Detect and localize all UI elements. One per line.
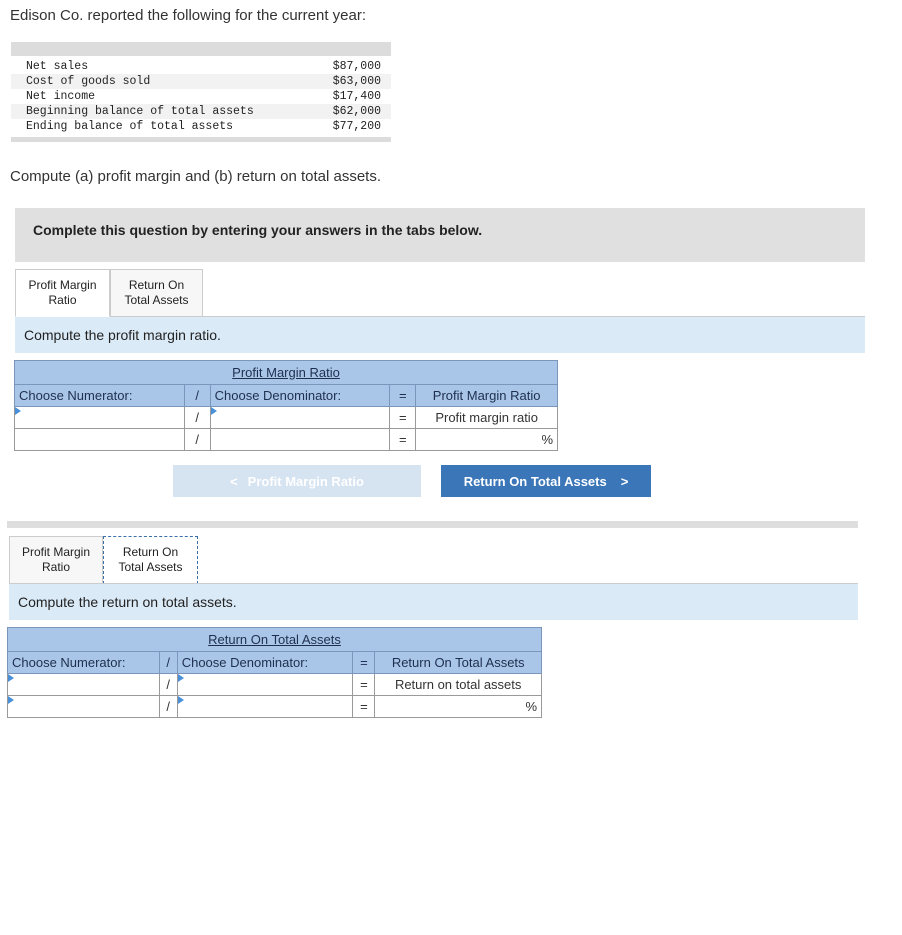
profit-margin-table bbox=[14, 360, 558, 451]
tab-label-line2: Total Assets bbox=[118, 560, 183, 574]
result-header: Return On Total Assets bbox=[375, 652, 542, 674]
result-input-cell[interactable] bbox=[375, 696, 542, 718]
equals-symbol: = bbox=[390, 407, 416, 429]
slash-symbol: / bbox=[184, 407, 210, 429]
dropdown-flag-icon bbox=[15, 407, 21, 415]
numerator-header: Choose Numerator: bbox=[15, 385, 185, 407]
data-label: Net income bbox=[26, 90, 96, 103]
tab-label-line1: Return On bbox=[122, 545, 179, 559]
data-row-beginning-assets bbox=[11, 104, 391, 119]
result-header: Profit Margin Ratio bbox=[416, 385, 558, 407]
tab-label-line1: Profit Margin bbox=[21, 545, 91, 559]
dropdown-flag-icon bbox=[211, 407, 217, 415]
denominator-input-1[interactable] bbox=[211, 408, 390, 428]
next-tab-button[interactable] bbox=[441, 465, 651, 497]
denominator-input-1[interactable] bbox=[178, 675, 353, 695]
numerator-input-1[interactable] bbox=[15, 408, 184, 428]
tab-bar-2 bbox=[9, 536, 198, 584]
data-value: $63,000 bbox=[332, 75, 381, 88]
numerator-select-1[interactable] bbox=[8, 674, 160, 696]
tab-label-line2: Total Assets bbox=[124, 293, 189, 307]
tab-profit-margin[interactable] bbox=[15, 269, 110, 317]
numerator-input-1[interactable] bbox=[8, 675, 159, 695]
equals-symbol: = bbox=[353, 696, 375, 718]
question-text: Compute (a) profit margin and (b) return on total assets. bbox=[10, 168, 382, 185]
chevron-right-icon: > bbox=[620, 473, 629, 489]
data-label: Net sales bbox=[26, 60, 89, 73]
dropdown-flag-icon bbox=[8, 696, 14, 704]
tab-label-line1: Return On bbox=[128, 278, 185, 292]
result-row-label: Return on total assets bbox=[375, 674, 542, 696]
tab-label-line1: Profit Margin bbox=[28, 278, 97, 292]
denominator-select-1[interactable] bbox=[177, 674, 353, 696]
prev-button-label: Profit Margin Ratio bbox=[247, 473, 364, 489]
tab-return-on-assets[interactable] bbox=[110, 269, 203, 317]
slash-symbol: / bbox=[184, 429, 210, 451]
slash-symbol: / bbox=[159, 652, 177, 674]
chevron-left-icon: < bbox=[230, 473, 238, 489]
data-label: Ending balance of total assets bbox=[26, 120, 234, 133]
data-value: $87,000 bbox=[332, 60, 381, 73]
financial-data-table bbox=[11, 42, 391, 142]
prompt-bar: Compute the return on total assets. bbox=[9, 584, 858, 620]
denominator-select-1[interactable] bbox=[210, 407, 390, 429]
equals-symbol: = bbox=[353, 674, 375, 696]
numerator-input-2[interactable] bbox=[15, 430, 184, 450]
tab-label-line2: Ratio bbox=[41, 560, 70, 574]
data-label: Beginning balance of total assets bbox=[26, 105, 254, 118]
tab-profit-margin[interactable] bbox=[9, 536, 103, 584]
data-row-ending-assets bbox=[11, 119, 391, 134]
tab-label bbox=[124, 278, 188, 308]
numerator-value-input[interactable] bbox=[8, 696, 160, 718]
data-value: $17,400 bbox=[332, 90, 381, 103]
denominator-value-input[interactable] bbox=[210, 429, 390, 451]
result-input-cell[interactable] bbox=[416, 429, 558, 451]
denominator-input-2[interactable] bbox=[211, 430, 390, 450]
dropdown-flag-icon bbox=[178, 674, 184, 682]
table-title: Return On Total Assets bbox=[8, 628, 542, 652]
prompt-bar: Compute the profit margin ratio. bbox=[15, 317, 865, 353]
data-value: $62,000 bbox=[332, 105, 381, 118]
denominator-header: Choose Denominator: bbox=[177, 652, 353, 674]
denominator-input-2[interactable] bbox=[178, 697, 353, 717]
data-row-cogs bbox=[11, 74, 391, 89]
data-label: Cost of goods sold bbox=[26, 75, 151, 88]
numerator-header: Choose Numerator: bbox=[8, 652, 160, 674]
data-row-net-sales bbox=[11, 59, 391, 74]
instructions-banner: Complete this question by entering your answers in the tabs below. bbox=[15, 208, 865, 262]
tab-return-on-assets[interactable] bbox=[103, 536, 198, 584]
equals-symbol: = bbox=[390, 385, 416, 407]
equals-symbol: = bbox=[390, 429, 416, 451]
percent-sign: % bbox=[525, 699, 537, 714]
intro-text: Edison Co. reported the following for the current year: bbox=[10, 7, 367, 24]
denominator-header: Choose Denominator: bbox=[210, 385, 390, 407]
tab-label bbox=[118, 545, 182, 575]
numerator-value-input[interactable] bbox=[15, 429, 185, 451]
tab-label-line2: Ratio bbox=[48, 293, 77, 307]
prev-tab-button[interactable] bbox=[173, 465, 421, 497]
next-button-label: Return On Total Assets bbox=[463, 473, 607, 489]
return-on-assets-table bbox=[7, 627, 542, 718]
slash-symbol: / bbox=[159, 674, 177, 696]
numerator-select-1[interactable] bbox=[15, 407, 185, 429]
tab-label bbox=[28, 278, 96, 308]
percent-sign: % bbox=[541, 432, 553, 447]
dropdown-flag-icon bbox=[178, 696, 184, 704]
denominator-value-input[interactable] bbox=[177, 696, 353, 718]
table-title: Profit Margin Ratio bbox=[15, 361, 558, 385]
tab-bar bbox=[15, 269, 203, 317]
slash-symbol: / bbox=[159, 696, 177, 718]
tab-label bbox=[22, 545, 90, 575]
data-value: $77,200 bbox=[332, 120, 381, 133]
section-divider bbox=[7, 521, 858, 528]
slash-symbol: / bbox=[184, 385, 210, 407]
result-row-label: Profit margin ratio bbox=[416, 407, 558, 429]
data-row-net-income bbox=[11, 89, 391, 104]
equals-symbol: = bbox=[353, 652, 375, 674]
dropdown-flag-icon bbox=[8, 674, 14, 682]
numerator-input-2[interactable] bbox=[8, 697, 159, 717]
